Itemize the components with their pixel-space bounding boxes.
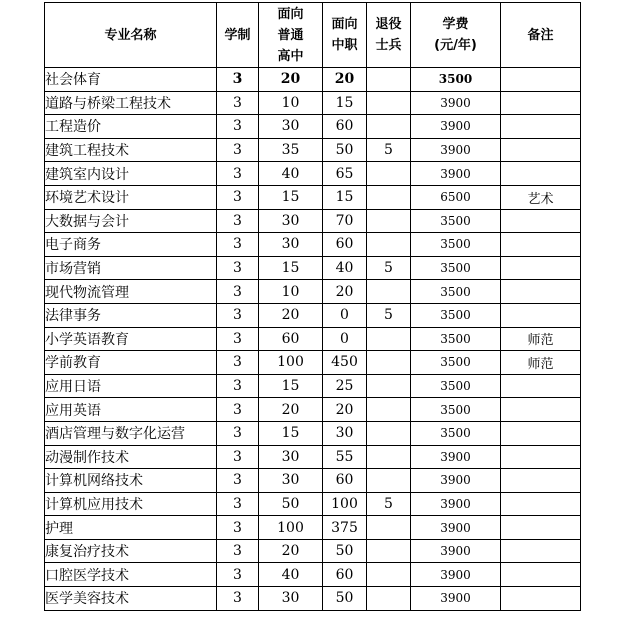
cell-veterans: [367, 209, 411, 233]
cell-program-name: 口腔医学技术: [45, 563, 217, 587]
cell-years: 3: [217, 91, 259, 115]
cell-fee: 3500: [411, 209, 501, 233]
table-row: [45, 469, 581, 493]
cell-note: [501, 233, 581, 257]
cell-note: [501, 539, 581, 563]
table-row: [45, 516, 581, 540]
table-row: [45, 587, 581, 611]
cell-program-name: 大数据与会计: [45, 209, 217, 233]
cell-general-hs: 30: [259, 587, 323, 611]
cell-general-hs: 50: [259, 492, 323, 516]
cell-general-hs: 30: [259, 445, 323, 469]
table-row: [45, 138, 581, 162]
cell-veterans: 5: [367, 303, 411, 327]
cell-note: [501, 162, 581, 186]
cell-veterans: 5: [367, 492, 411, 516]
cell-general-hs: 15: [259, 256, 323, 280]
cell-years: 3: [217, 492, 259, 516]
cell-fee: 3900: [411, 138, 501, 162]
cell-note: [501, 516, 581, 540]
table-row: [45, 303, 581, 327]
cell-fee: 3500: [411, 327, 501, 351]
cell-veterans: [367, 185, 411, 209]
cell-fee: 3900: [411, 539, 501, 563]
cell-veterans: [367, 91, 411, 115]
cell-program-name: 计算机应用技术: [45, 492, 217, 516]
cell-general-hs: 20: [259, 398, 323, 422]
table-row: [45, 185, 581, 209]
cell-program-name: 现代物流管理: [45, 280, 217, 304]
cell-vocational: 40: [323, 256, 367, 280]
cell-vocational: 65: [323, 162, 367, 186]
cell-note: [501, 209, 581, 233]
table-row: [45, 539, 581, 563]
cell-fee: 3500: [411, 351, 501, 375]
table-row: [45, 563, 581, 587]
cell-years: 3: [217, 445, 259, 469]
cell-years: 3: [217, 587, 259, 611]
cell-fee: 3900: [411, 516, 501, 540]
cell-note: 师范: [501, 351, 581, 375]
cell-veterans: [367, 398, 411, 422]
cell-general-hs: 20: [259, 68, 323, 92]
cell-fee: 3900: [411, 469, 501, 493]
header-general-hs: 面向 普通 高中: [259, 3, 323, 68]
cell-general-hs: 20: [259, 303, 323, 327]
cell-years: 3: [217, 398, 259, 422]
cell-years: 3: [217, 185, 259, 209]
cell-veterans: [367, 421, 411, 445]
cell-fee: 3500: [411, 68, 501, 92]
table-row: [45, 374, 581, 398]
cell-vocational: 100: [323, 492, 367, 516]
cell-program-name: 酒店管理与数字化运营: [45, 421, 217, 445]
cell-note: 师范: [501, 327, 581, 351]
cell-note: [501, 68, 581, 92]
cell-note: [501, 421, 581, 445]
cell-general-hs: 35: [259, 138, 323, 162]
cell-program-name: 建筑室内设计: [45, 162, 217, 186]
header-program-name: 专业名称: [45, 3, 217, 68]
cell-general-hs: 40: [259, 162, 323, 186]
cell-vocational: 50: [323, 138, 367, 162]
cell-program-name: 道路与桥梁工程技术: [45, 91, 217, 115]
cell-years: 3: [217, 327, 259, 351]
cell-fee: 3900: [411, 587, 501, 611]
cell-note: [501, 492, 581, 516]
cell-vocational: 20: [323, 280, 367, 304]
cell-vocational: 30: [323, 421, 367, 445]
table-row: [45, 209, 581, 233]
cell-note: [501, 91, 581, 115]
cell-fee: 3900: [411, 162, 501, 186]
cell-program-name: 应用日语: [45, 374, 217, 398]
cell-program-name: 小学英语教育: [45, 327, 217, 351]
cell-general-hs: 100: [259, 516, 323, 540]
cell-general-hs: 15: [259, 185, 323, 209]
cell-vocational: 70: [323, 209, 367, 233]
cell-general-hs: 15: [259, 374, 323, 398]
cell-veterans: [367, 327, 411, 351]
header-vocational: 面向 中职: [323, 3, 367, 68]
cell-years: 3: [217, 374, 259, 398]
cell-note: [501, 398, 581, 422]
table-row: [45, 398, 581, 422]
cell-program-name: 康复治疗技术: [45, 539, 217, 563]
cell-program-name: 环境艺术设计: [45, 185, 217, 209]
cell-fee: 3500: [411, 256, 501, 280]
cell-vocational: 60: [323, 115, 367, 139]
cell-general-hs: 10: [259, 91, 323, 115]
cell-veterans: [367, 445, 411, 469]
cell-years: 3: [217, 68, 259, 92]
cell-veterans: [367, 563, 411, 587]
cell-fee: 3500: [411, 303, 501, 327]
cell-vocational: 0: [323, 303, 367, 327]
header-fee: 学费 (元/年): [411, 3, 501, 68]
cell-veterans: [367, 351, 411, 375]
cell-program-name: 学前教育: [45, 351, 217, 375]
cell-program-name: 市场营销: [45, 256, 217, 280]
cell-general-hs: 20: [259, 539, 323, 563]
cell-general-hs: 60: [259, 327, 323, 351]
cell-years: 3: [217, 162, 259, 186]
cell-years: 3: [217, 351, 259, 375]
table-row: [45, 351, 581, 375]
header-veterans: 退役 士兵: [367, 3, 411, 68]
table-row: [45, 256, 581, 280]
cell-vocational: 15: [323, 185, 367, 209]
cell-vocational: 15: [323, 91, 367, 115]
cell-note: [501, 280, 581, 304]
cell-note: [501, 303, 581, 327]
table-row: [45, 445, 581, 469]
cell-vocational: 60: [323, 469, 367, 493]
cell-veterans: [367, 539, 411, 563]
cell-program-name: 法律事务: [45, 303, 217, 327]
cell-note: [501, 563, 581, 587]
cell-veterans: [367, 280, 411, 304]
cell-fee: 3900: [411, 91, 501, 115]
cell-veterans: [367, 469, 411, 493]
cell-years: 3: [217, 209, 259, 233]
cell-years: 3: [217, 256, 259, 280]
cell-note: [501, 445, 581, 469]
cell-vocational: 450: [323, 351, 367, 375]
cell-program-name: 动漫制作技术: [45, 445, 217, 469]
cell-program-name: 工程造价: [45, 115, 217, 139]
cell-general-hs: 30: [259, 209, 323, 233]
table-row: [45, 421, 581, 445]
cell-fee: 3900: [411, 445, 501, 469]
cell-years: 3: [217, 138, 259, 162]
cell-general-hs: 30: [259, 469, 323, 493]
table-row: [45, 68, 581, 92]
cell-veterans: [367, 587, 411, 611]
cell-fee: 3500: [411, 398, 501, 422]
cell-fee: 3900: [411, 115, 501, 139]
header-row: [45, 3, 581, 68]
cell-years: 3: [217, 539, 259, 563]
cell-general-hs: 15: [259, 421, 323, 445]
cell-general-hs: 30: [259, 115, 323, 139]
cell-general-hs: 10: [259, 280, 323, 304]
cell-years: 3: [217, 115, 259, 139]
cell-vocational: 20: [323, 398, 367, 422]
cell-note: [501, 374, 581, 398]
cell-veterans: 5: [367, 256, 411, 280]
cell-years: 3: [217, 563, 259, 587]
cell-note: [501, 138, 581, 162]
table-row: [45, 492, 581, 516]
cell-vocational: 20: [323, 68, 367, 92]
table-row: [45, 162, 581, 186]
cell-vocational: 55: [323, 445, 367, 469]
cell-fee: 6500: [411, 185, 501, 209]
table-row: [45, 280, 581, 304]
cell-veterans: [367, 162, 411, 186]
cell-fee: 3900: [411, 563, 501, 587]
cell-years: 3: [217, 421, 259, 445]
cell-general-hs: 100: [259, 351, 323, 375]
enrollment-table: [44, 2, 581, 611]
cell-years: 3: [217, 280, 259, 304]
cell-program-name: 计算机网络技术: [45, 469, 217, 493]
cell-note: 艺术: [501, 185, 581, 209]
cell-fee: 3500: [411, 374, 501, 398]
cell-years: 3: [217, 516, 259, 540]
header-note: 备注: [501, 3, 581, 68]
cell-vocational: 60: [323, 563, 367, 587]
cell-vocational: 50: [323, 587, 367, 611]
cell-veterans: 5: [367, 138, 411, 162]
cell-note: [501, 256, 581, 280]
cell-years: 3: [217, 303, 259, 327]
cell-fee: 3900: [411, 492, 501, 516]
cell-veterans: [367, 115, 411, 139]
header-years: 学制: [217, 3, 259, 68]
cell-general-hs: 30: [259, 233, 323, 257]
cell-vocational: 50: [323, 539, 367, 563]
cell-program-name: 社会体育: [45, 68, 217, 92]
cell-vocational: 0: [323, 327, 367, 351]
cell-note: [501, 587, 581, 611]
table-row: [45, 91, 581, 115]
table-row: [45, 115, 581, 139]
cell-veterans: [367, 516, 411, 540]
cell-note: [501, 115, 581, 139]
cell-fee: 3500: [411, 280, 501, 304]
cell-program-name: 电子商务: [45, 233, 217, 257]
cell-veterans: [367, 374, 411, 398]
cell-note: [501, 469, 581, 493]
cell-general-hs: 40: [259, 563, 323, 587]
cell-veterans: [367, 233, 411, 257]
cell-years: 3: [217, 469, 259, 493]
cell-program-name: 医学美容技术: [45, 587, 217, 611]
table-row: [45, 233, 581, 257]
cell-years: 3: [217, 233, 259, 257]
cell-program-name: 应用英语: [45, 398, 217, 422]
table-row: [45, 327, 581, 351]
cell-vocational: 375: [323, 516, 367, 540]
cell-veterans: [367, 68, 411, 92]
cell-fee: 3500: [411, 421, 501, 445]
cell-program-name: 建筑工程技术: [45, 138, 217, 162]
cell-vocational: 60: [323, 233, 367, 257]
cell-program-name: 护理: [45, 516, 217, 540]
cell-fee: 3500: [411, 233, 501, 257]
cell-vocational: 25: [323, 374, 367, 398]
